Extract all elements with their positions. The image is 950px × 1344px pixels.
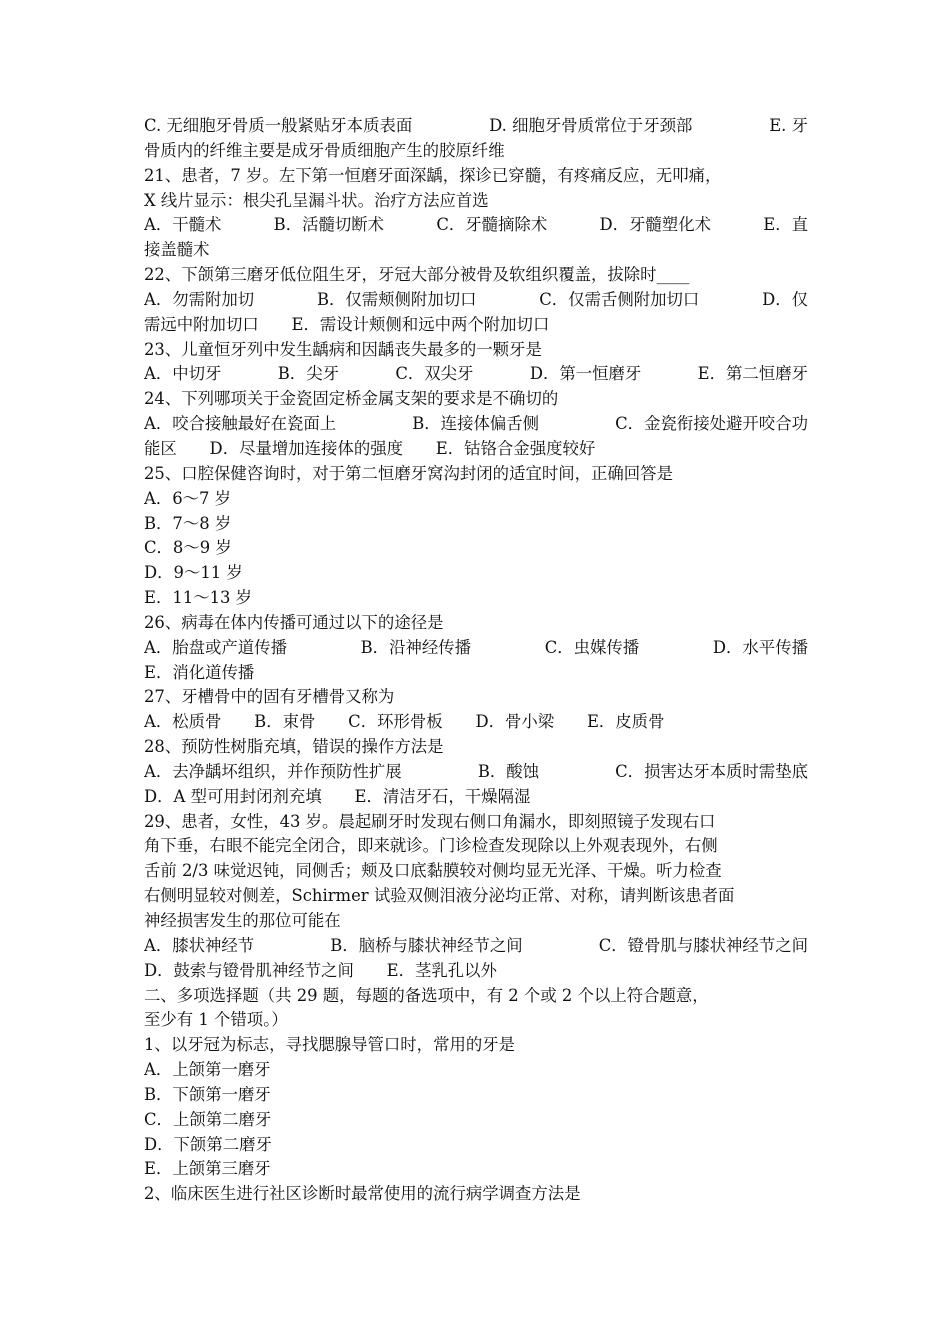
options-line: A．去净龋坏组织，并作预防性扩展 B．酸蚀 C．损害达牙本质时需垫底 [144,761,808,781]
question-23: 23、儿童恒牙列中发生龋病和因龋丧失最多的一颗牙是 [144,339,542,359]
question-25: 25、口腔保健咨询时，对于第二恒磨牙窝沟封闭的适宜时间，正确回答是 [144,463,673,483]
options-line: A．咬合接触最好在瓷面上 B．连接体偏舌侧 C．金瓷衔接处避开咬合功 [144,414,808,434]
text-line: 右侧明显较对侧差，Schirmer 试验双侧泪液分泌均正常、对称，请判断该患者面 [144,886,735,906]
options-line: A．松质骨 B．束骨 C．环形骨板 D．骨小梁 E．皮质骨 [144,712,665,732]
options-line: A．勿需附加切 B．仅需颊侧附加切口 C．仅需舌侧附加切口 D．仅 [144,289,808,309]
option-line: E．上颌第三磨牙 [144,1159,271,1179]
option-line: D．9～11 岁 [144,563,243,583]
question-29: 29、患者，女性，43 岁。晨起刷牙时发现右侧口角漏水，即刻照镜子发现右口 [144,811,716,831]
section-heading: 二、多项选择题（共 29 题，每题的备选项中，有 2 个或 2 个以上符合题意， [144,985,709,1005]
text-line: 能区 D．尽量增加连接体的强度 E．钴铬合金强度较好 [144,438,596,458]
text-line: C. 无细胞牙骨质一般紧贴牙本质表面 D. 细胞牙骨质常位于牙颈部 E. 牙 [144,116,808,135]
text-line: 舌前 2/3 味觉迟钝，同侧舌；颊及口底黏膜较对侧均显无光泽、干燥。听力检查 [144,861,722,881]
options-line: A．中切牙 B．尖牙 C．双尖牙 D．第一恒磨牙 E．第二恒磨牙 [144,364,808,384]
question-27: 27、牙槽骨中的固有牙槽骨又称为 [144,687,395,707]
question-26: 26、病毒在体内传播可通过以下的途径是 [144,612,444,632]
question-28: 28、预防性树脂充填，错误的操作方法是 [144,737,444,757]
options-line: D．A 型可用封闭剂充填 E．清洁牙石，干燥隔湿 [144,786,531,806]
options-line: D．鼓索与镫骨肌神经节之间 E．茎乳孔以外 [144,960,497,980]
option-line: E．11～13 岁 [144,588,253,608]
options-line: A．胎盘或产道传播 B．沿神经传播 C．虫媒传播 D．水平传播 [144,637,808,657]
option-line: D．下颌第二磨牙 [144,1134,272,1154]
question-m2: 2、临床医生进行社区诊断时最常使用的流行病学调查方法是 [144,1184,581,1204]
option-line: E．消化道传播 [144,662,255,682]
question-22: 22、下颌第三磨牙低位阻生牙，牙冠大部分被骨及软组织覆盖，拔除时____ [144,265,690,285]
option-line: A．6～7 岁 [144,488,232,508]
text-line: 接盖髓术 [144,240,210,260]
text-line: 角下垂，右眼不能完全闭合，即来就诊。门诊检查发现除以上外观表现外，右侧 [144,836,718,856]
option-line: C．上颌第二磨牙 [144,1109,272,1129]
option-line: B．7～8 岁 [144,513,232,533]
option-line: B．下颌第一磨牙 [144,1084,271,1104]
question-24: 24、下列哪项关于金瓷固定桥金属支架的要求是不确切的 [144,389,559,409]
options-line: A．膝状神经节 B．脑桥与膝状神经节之间 C．镫骨肌与膝状神经节之间 [144,935,808,955]
option-line: C．8～9 岁 [144,538,232,558]
option-line: A．上颌第一磨牙 [144,1060,271,1080]
text-line: X 线片显示：根尖孔呈漏斗状。治疗方法应首选 [144,190,489,210]
text-line: 需远中附加切口 E．需设计颊侧和远中两个附加切口 [144,314,550,334]
text-line: 神经损害发生的那位可能在 [144,911,341,930]
question-m1: 1、以牙冠为标志，寻找腮腺导管口时，常用的牙是 [144,1035,516,1055]
document-page [144,114,808,1207]
question-21: 21、患者，7 岁。左下第一恒磨牙面深龋，探诊已穿髓，有疼痛反应，无叩痛， [144,165,722,185]
text-line: 骨质内的纤维主要是成牙骨质细胞产生的胶原纤维 [144,140,505,160]
options-line: A．干髓术 B．活髓切断术 C．牙髓摘除术 D．牙髓塑化术 E．直 [144,215,808,235]
section-heading: 至少有 1 个错项。） [144,1010,288,1030]
